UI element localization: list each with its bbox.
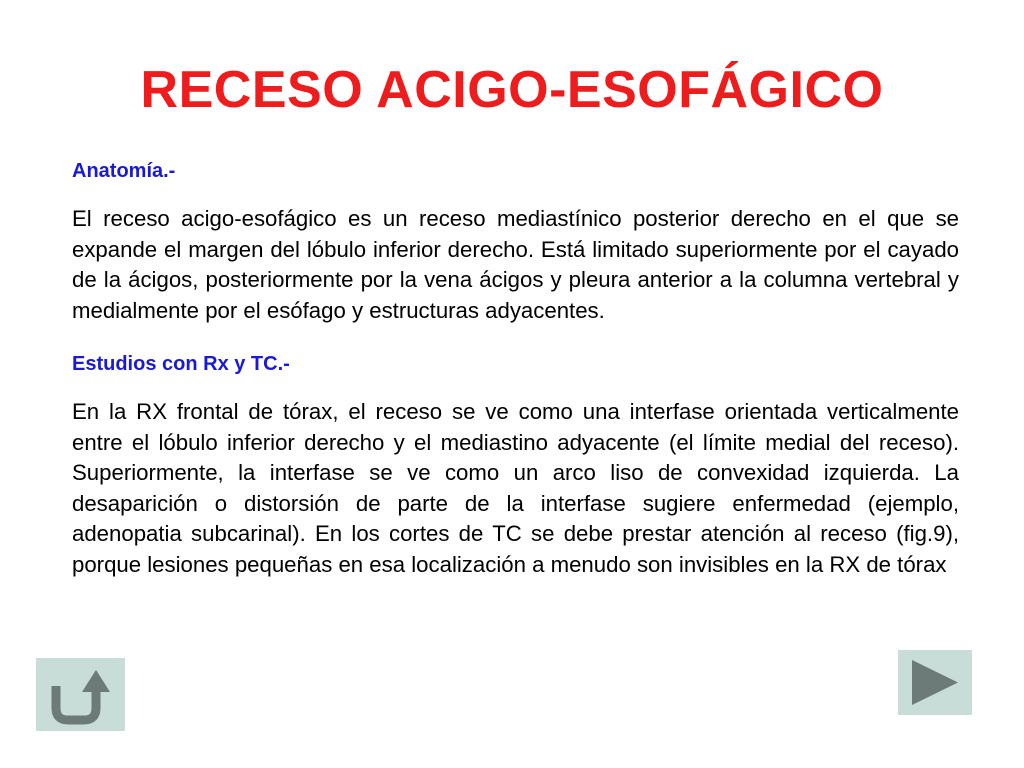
slide-title: RECESO ACIGO-ESOFÁGICO <box>140 61 884 119</box>
back-button[interactable] <box>36 658 125 731</box>
play-arrow-icon <box>898 650 972 715</box>
section-text-anatomia: El receso acigo-esofágico es un receso mediastínico posterior derecho en el que se expande el margen del lóbulo inferior derecho. Está limitado superiormente por el cayado de la ácigos, posteriormente por la vena ácigos y pleura anterior a la columna vertebral y medialmente por el esófago y estructuras adyacentes. <box>72 206 959 323</box>
section-heading-estudios: Estudios con Rx y TC.- <box>72 353 290 375</box>
section-text-estudios: En la RX frontal de tórax, el receso se ve como una interfase orientada verticalmente entre el lóbulo inferior derecho y el mediastino adyacente (el límite medial del receso). Superiormente, la interfase se ve como un arco liso de convexidad izquierda. La desaparición o distorsión de parte de la interfase sugiere enfermedad (ejemplo, adenopatia subcarinal). En los cortes de TC se debe prestar atención al receso (fig.9), porque lesiones pequeñas en esa localización a menudo son invisibles en la RX de tórax <box>72 399 959 577</box>
return-arrow-icon <box>36 658 125 731</box>
next-button[interactable] <box>898 650 972 715</box>
slide-body <box>72 157 959 580</box>
section-heading-anatomia: Anatomía.- <box>72 160 176 182</box>
